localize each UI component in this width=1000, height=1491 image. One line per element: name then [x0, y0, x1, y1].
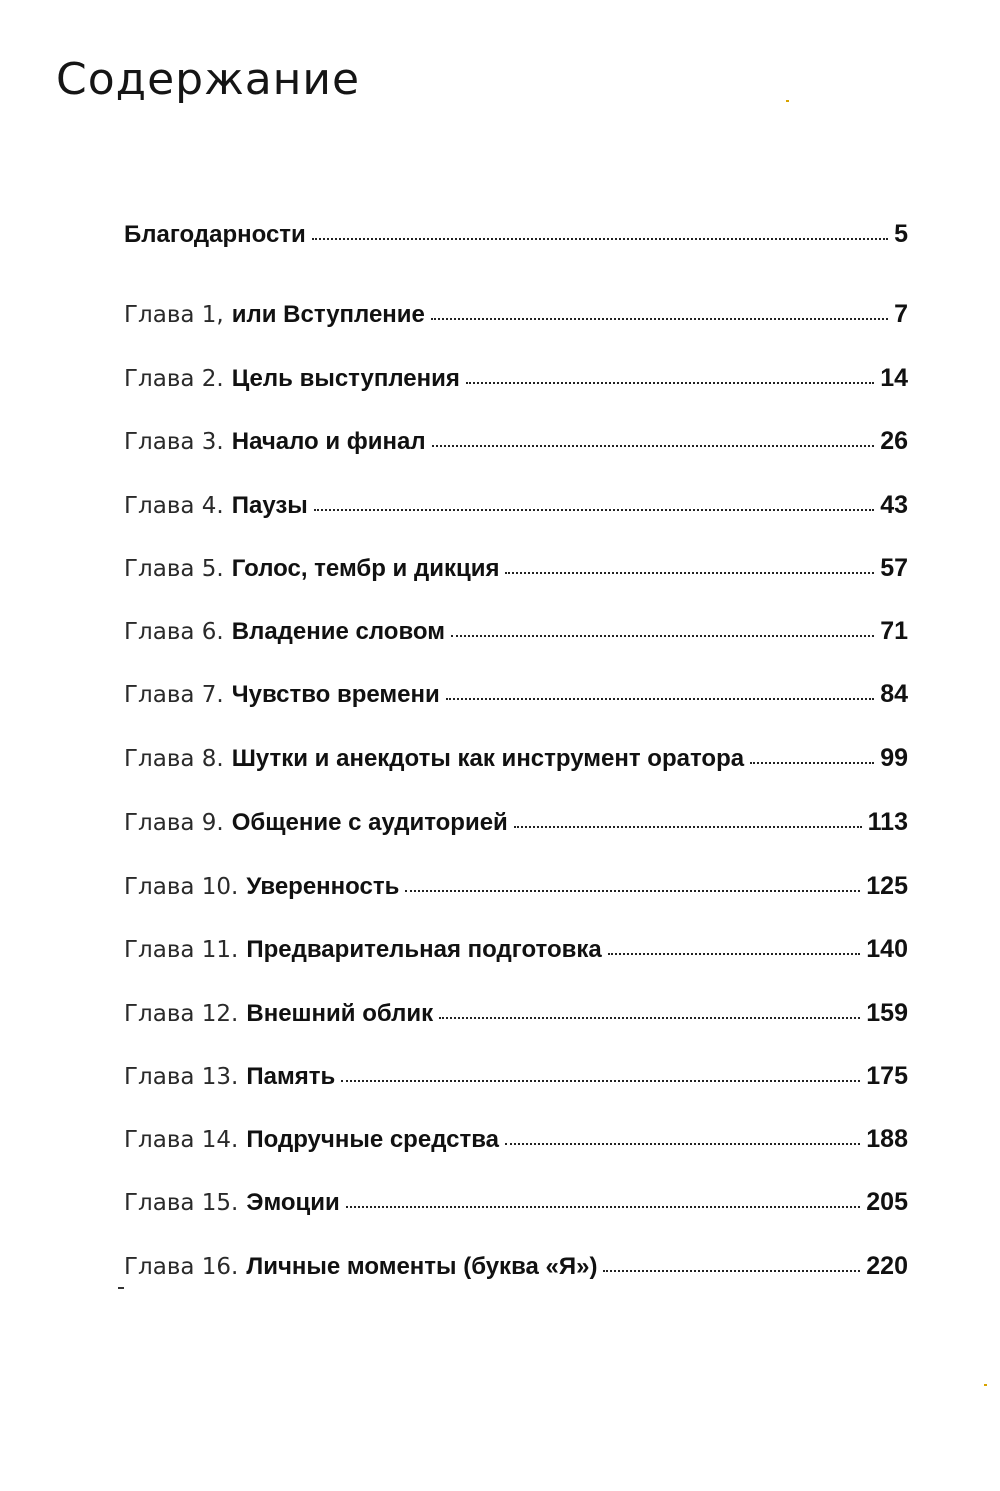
toc-entry-prefix: Глава 2. [124, 366, 224, 392]
toc-entry-title: Начало и финал [231, 428, 426, 455]
toc-entry-chapter-16[interactable] [124, 1248, 908, 1284]
toc-entry-chapter-13[interactable] [124, 1058, 908, 1094]
toc-entry-page: 125 [866, 872, 908, 900]
toc-entry-page: 205 [866, 1188, 908, 1216]
toc-leader-dots [466, 380, 874, 384]
toc-entry-chapter-6[interactable] [124, 613, 908, 649]
toc-entry-title: Внешний облик [246, 1000, 434, 1027]
toc-entry-title: Голос, тембр и дикция [231, 555, 500, 582]
toc-entry-page: 14 [880, 364, 908, 392]
toc-leader-dots [505, 1141, 860, 1145]
toc-entry-title: Предварительная подготовка [246, 936, 602, 963]
toc-entry-prefix: Глава 12. [124, 1001, 239, 1027]
toc-entry-page: 71 [880, 617, 908, 645]
print-mark [118, 1287, 124, 1289]
print-speck [984, 1384, 987, 1386]
toc-entry-chapter-7[interactable] [124, 676, 908, 712]
toc-entry-page: 188 [866, 1125, 908, 1153]
toc-entry-page: 7 [894, 300, 908, 328]
toc-entry-title: Благодарности [124, 221, 306, 248]
toc-entry-page: 140 [866, 935, 908, 963]
toc-entry-page: 43 [880, 491, 908, 519]
toc-entry-prefix: Глава 10. [124, 874, 239, 900]
toc-entry-prefix: Глава 7. [124, 682, 224, 708]
toc-entry-title: Владение словом [231, 618, 445, 645]
print-speck [786, 100, 789, 102]
toc-entry-title: Цель выступления [231, 365, 460, 392]
toc-entry-prefix: Глава 6. [124, 619, 224, 645]
toc-entry-title: Подручные средства [246, 1126, 499, 1153]
toc-entry-title: Память [246, 1063, 336, 1090]
toc-leader-dots [314, 507, 874, 511]
toc-leader-dots [505, 570, 874, 574]
toc-leader-dots [446, 696, 874, 700]
toc-leader-dots [439, 1015, 860, 1019]
toc-entry-page: 57 [880, 554, 908, 582]
toc-entry-prefix: Глава 3. [124, 429, 224, 455]
toc-leader-dots [608, 951, 861, 955]
toc-entry-title: Шутки и анекдоты как инструмент оратора [231, 745, 745, 772]
toc-entry-prefix: Глава 13. [124, 1064, 239, 1090]
toc-entry-page: 26 [880, 427, 908, 455]
toc-entry-prefix: Глава 9. [124, 810, 224, 836]
toc-leader-dots [750, 760, 874, 764]
toc-entry-title: Уверенность [246, 873, 400, 900]
toc-entry-prefix: Глава 14. [124, 1127, 239, 1153]
toc-entry-acknowledgements[interactable] [124, 216, 908, 252]
toc-leader-dots [603, 1268, 860, 1272]
toc-entry-chapter-12[interactable] [124, 995, 908, 1031]
toc-entry-title: или Вступление [231, 301, 425, 328]
toc-entry-prefix: Глава 8. [124, 746, 224, 772]
toc-entry-prefix: Глава 5. [124, 556, 224, 582]
toc-leader-dots [431, 316, 888, 320]
toc-entry-title: Общение с аудиторией [231, 809, 508, 836]
toc-entry-chapter-14[interactable] [124, 1121, 908, 1157]
toc-entry-chapter-5[interactable] [124, 550, 908, 586]
toc-entry-chapter-1[interactable] [124, 296, 908, 332]
toc-entry-chapter-10[interactable] [124, 868, 908, 904]
toc-leader-dots [346, 1204, 860, 1208]
page-title: Содержание [56, 54, 361, 105]
toc-entry-chapter-11[interactable] [124, 931, 908, 967]
toc-entry-prefix: Глава 11. [124, 937, 239, 963]
toc-entry-prefix: Глава 16. [124, 1254, 239, 1280]
toc-entry-title: Чувство времени [231, 681, 440, 708]
toc-entry-page: 84 [880, 680, 908, 708]
toc-entry-prefix: Глава 1, [124, 302, 224, 328]
toc-entry-page: 175 [866, 1062, 908, 1090]
toc-leader-dots [432, 443, 875, 447]
toc-leader-dots [341, 1078, 860, 1082]
toc-leader-dots [405, 888, 860, 892]
toc-entry-page: 159 [866, 999, 908, 1027]
toc-entry-prefix: Глава 15. [124, 1190, 239, 1216]
toc-entry-page: 5 [894, 220, 908, 248]
toc-entry-chapter-15[interactable] [124, 1184, 908, 1220]
toc-entry-page: 99 [880, 744, 908, 772]
toc-entry-prefix: Глава 4. [124, 493, 224, 519]
toc-entry-page: 220 [866, 1252, 908, 1280]
toc-entry-title: Паузы [231, 492, 308, 519]
toc-entry-chapter-8[interactable] [124, 740, 908, 776]
toc-entry-title: Эмоции [246, 1189, 340, 1216]
toc-entry-page: 113 [867, 808, 908, 836]
toc-entry-chapter-2[interactable] [124, 360, 908, 396]
toc-entry-title: Личные моменты (буква «Я») [246, 1253, 598, 1280]
toc-entry-chapter-3[interactable] [124, 423, 908, 459]
toc-leader-dots [451, 633, 874, 637]
toc-leader-dots [514, 824, 862, 828]
toc-entry-chapter-9[interactable] [124, 804, 908, 840]
toc-entry-chapter-4[interactable] [124, 487, 908, 523]
toc-leader-dots [312, 236, 888, 240]
